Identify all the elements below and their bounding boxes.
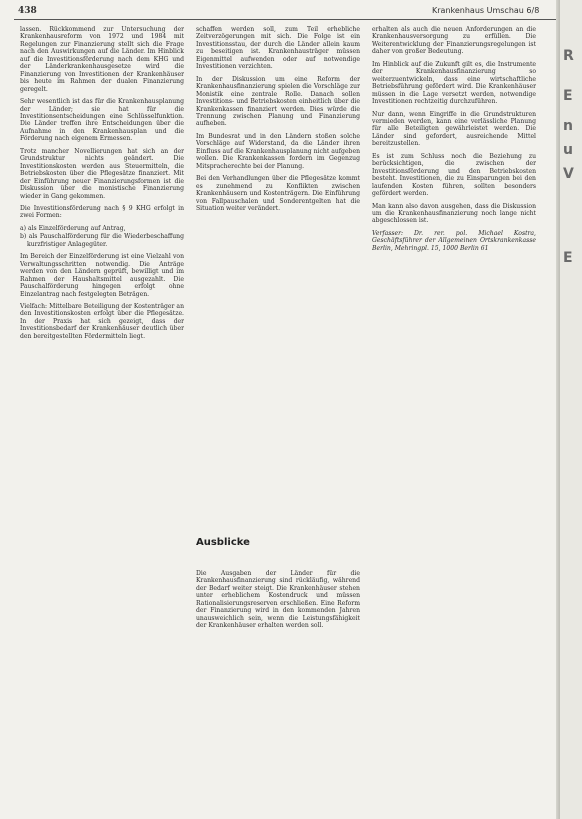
funding-list [20,225,184,248]
facing-glyph: E [563,88,573,104]
paragraph: Vielfach: Mittelbare Beteiligung der Kostenträger an den Investitionskosten erfolgt über die Pflegesätze. In der Praxis hat sich gezeigt, dass der Investitionsbedarf der Krankenhäuser deutlich über den bereitgestellten Fördermitteln liegt. [20,302,184,340]
paragraph: Die Investitionsförderung nach § 9 KHG erfolgt in zwei Formen: [20,204,184,220]
column-3 [372,26,536,816]
list-item: a) als Einzelförderung auf Antrag, [20,224,126,232]
paragraph: Man kann also davon ausgehen, dass die Diskussion um die Krankenhausfinanzierung noch lange nicht abgeschlossen ist. [372,202,536,225]
paragraph: schaffen werden soll, zum Teil erhebliche Zeitverzögerungen mit sich. Die Folge ist ein Investitionsstau, der durch die Länder allein kaum zu beseitigen ist. Krankenhausträger müssen Eigenmittel aufwenden oder auf notwendige Investitionen verzichten. [196,26,360,71]
facing-glyph: E [563,250,573,266]
column-2 [196,26,360,586]
paragraph: Im Hinblick auf die Zukunft gilt es, die Instrumente der Krankenhausfinanzierung so weiterzuentwickeln, dass eine wirtschaftliche Betriebsführung gefördert wird. Die Krankenhäuser müssen in die Lage versetzt werden, notwendige Investitionen rechtzeitig durchzuführen. [372,60,536,106]
author-note: Verfasser: Dr. rer. pol. Michael Kostra, Geschäftsführer der Allgemeinen Ortskrankenkasse Berlin, Mehringpl. 15, 1000 Berlin 61 [372,229,536,252]
paragraph: In der Diskussion um eine Reform der Krankenhausfinanzierung spielen die Vorschläge zur Monistik eine zentrale Rolle. Danach sollen Investitions- und Betriebskosten einheitlich über die Krankenkassen finanziert werden. Dies würde die Trennung zwischen Planung und Finanzierung aufheben. [196,75,360,128]
column-2-section [196,570,360,810]
paragraph: Es ist zum Schluss noch die Beziehung zu berücksichtigen, die zwischen der Investitionsförderung und den Betriebskosten besteht. Investitionen, die zu Einsparungen bei den laufenden Kosten führen, sollten besonders gefördert werden. [372,152,536,198]
page-number: 438 [18,6,37,16]
paragraph: Die Ausgaben der Länder für die Krankenhausfinanzierung sind rückläufig, während der Bedarf weiter steigt. Die Krankenhäuser stehen unter erheblichem Kostendruck und müssen Rationalisierungsreserven erschließen. Eine Reform der Finanzierung wird in den kommenden Jahren unausweichlich sein, wenn die Leistungsfähigkeit der Krankenhäuser erhalten werden soll. [196,570,360,630]
facing-page-edge [560,0,582,819]
paragraph: Sehr wesentlich ist das für die Krankenhausplanung der Länder; sie hat für die Investitionsentscheidungen eine Schlüsselfunktion. Die Länder treffen ihre Entscheidungen über die Aufnahme in den Krankenhausplan und die Förderung nach eigenem Ermessen. [20,98,184,143]
facing-glyph: u [563,142,573,158]
running-title: Krankenhaus Umschau 6/8 [432,6,540,15]
paragraph: Trotz mancher Novellierungen hat sich an der Grundstruktur nichts geändert. Die Investitionskosten werden aus Steuermitteln, die Betriebskosten über die Pflegesätze finanziert. Mit der Einführung neuer Finanzierungsformen ist die Diskussion über die monistische Finanzierung wieder in Gang gekommen. [20,147,184,200]
header-rule [14,19,566,20]
section-heading: Ausblicke [196,537,250,548]
paragraph: Nur dann, wenn Eingriffe in die Grundstrukturen vermieden werden, kann eine verlässliche Planung für alle Beteiligten gewährleistet werden. Die Länder sind gefordert, ausreichende Mittel bereitzustellen. [372,110,536,148]
facing-glyph: n [563,118,573,134]
paragraph: lassen. Rückkommend zur Untersuchung der Krankenhausreform von 1972 und 1984 mit Regelungen zur Finanzierung stellt sich die Frage nach den Auswirkungen auf die Länder. Im Hinblick auf die Investitionsförderung nach dem KHG und der Länderkrankenhausgesetze wird die Finanzierung von Investitionen der Krankenhäuser bis heute im Rahmen der dualen Finanzierung geregelt. [20,26,184,93]
paragraph: Im Bereich der Einzelförderung ist eine Vielzahl von Verwaltungsschritten notwendig. Die Anträge werden von den Ländern geprüft, bewilligt und im Rahmen der Haushaltsmittel ausgezahlt. Die Pauschalförderung hingegen erfolgt ohne Einzelantrag nach festgelegten Beträgen. [20,253,184,298]
paragraph: erhalten als auch die neuen Anforderungen an die Krankenhausversorgung zu erfüllen. Die Weiterentwicklung der Finanzierungsregelungen ist daher von großer Bedeutung. [372,26,536,56]
list-item: b) als Pauschalförderung für die Wiederbeschaffung kurzfristiger Anlagegüter. [20,233,184,248]
facing-glyph: V [563,166,574,182]
column-1 [20,26,184,816]
paragraph: Bei den Verhandlungen über die Pflegesätze kommt es zunehmend zu Konflikten zwischen Krankenhäusern und Kostenträgern. Die Einführung von Fallpauschalen und Sonderentgelten hat die Situation weiter verändert. [196,175,360,212]
paragraph: Im Bundesrat und in den Ländern stoßen solche Vorschläge auf Widerstand, da die Länder ihren Einfluss auf die Krankenhausplanung nicht aufgeben wollen. Die Krankenkassen fordern im Gegenzug Mitspracherechte bei der Planung. [196,132,360,170]
facing-glyph: R [563,48,574,64]
